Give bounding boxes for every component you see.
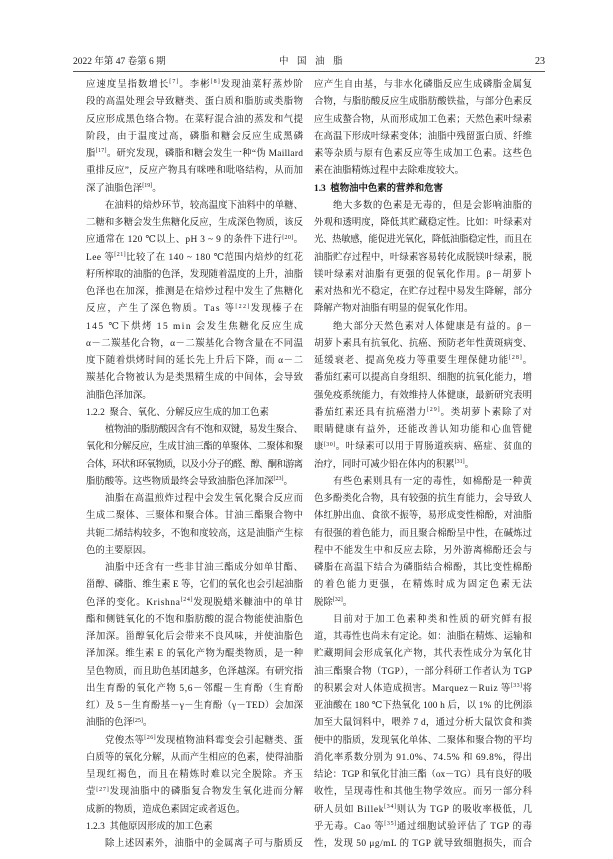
text-line: 素在油脂精炼过程中去除难度较大。 bbox=[314, 166, 465, 177]
text-line: 光、热敏感，能促进光氧化，降低油脂稳定性，而且在 bbox=[314, 235, 532, 246]
text-line: 强免疫系统能力，有效维持人体健康，最新研究表明 bbox=[314, 390, 533, 401]
text-line: 程中不能发生中和反应去除，另外游离棉酚还会与 bbox=[314, 545, 533, 556]
text-line: 有很强的着色能力，而且聚合棉酚呈中性，在碱炼过 bbox=[314, 528, 533, 539]
right-text-column bbox=[314, 77, 532, 853]
text-line: 二糖和多糖会发生焦糖化反应，生成深色物质，该反 bbox=[86, 218, 304, 228]
text-line: 脂肪酸等。这些物质最终会导致油脂色泽加深[23]。 bbox=[86, 476, 293, 487]
header-volume-issue: 2022 年第 47 卷第 6 期 bbox=[73, 57, 166, 67]
text-line: α－二羰基化合物，α－二羰基化合物含量在不同温 bbox=[86, 338, 304, 349]
text-line: 绝大多数的色素是无毒的，但是会影响油脂的 bbox=[333, 200, 533, 211]
text-line: 降解产物对油脂有明显的促氧化作用。 bbox=[314, 304, 474, 315]
text-line: 磷脂在高温下结合为磷脂结合棉酚，其比变性棉酚 bbox=[314, 563, 533, 573]
text-line: 莹[27]发现油脂中的磷脂复合物发生氧化进而分解 bbox=[86, 786, 304, 798]
text-line: 胡萝卜素具有抗氧化、抗癌、预防老年性黄斑病变、 bbox=[314, 338, 533, 349]
text-line: 绝大部分天然色素对人体健康是有益的。β－ bbox=[333, 321, 533, 332]
section-heading: 1.2.2 聚合、氧化、分解反应生成的加工色素 bbox=[86, 407, 269, 418]
text-line: 共轭二烯结构较多，不饱和度较高，这是油脂产生棕 bbox=[86, 528, 304, 539]
text-line: Lee 等[21]比较了在 140 ~ 180 ℃范围内焙炒的红花 bbox=[86, 251, 304, 263]
text-line: 便中的脂质，发现氧化单体、二聚体和聚合物的平均 bbox=[314, 735, 533, 746]
text-line: 党俊杰等[26]发现植物油料霉变会引起糖类、蛋 bbox=[105, 734, 304, 746]
text-line: 眼睛健康有益外，还能改善认知功能和心血管健 bbox=[314, 425, 534, 435]
text-line: 脂[17]。研究发现，磷脂和糖会发生一种“伪 Maillard bbox=[86, 148, 304, 159]
text-line: 应生成螯合物，从而形成加工色素；天然色素叶绿素 bbox=[314, 114, 533, 125]
text-line: 色的主要原因。 bbox=[86, 545, 152, 556]
text-line: 色泽的变化。Krishna[24]发现脱蜡米糠油中的单甘 bbox=[86, 596, 304, 608]
text-line: 泽加深。维生素 E 的氧化产物为醌类物质，是一种 bbox=[86, 649, 304, 660]
text-line: 油脂色泽加深。 bbox=[86, 390, 152, 401]
text-line: 深了油脂色泽[19]。 bbox=[86, 182, 162, 194]
section-heading: 1.3 植物油中色素的营养和危害 bbox=[314, 183, 443, 194]
header-journal-title: 中国油脂 bbox=[279, 57, 352, 67]
text-line: 研人员如 Billek[34]则认为 TGP 的吸收率极低，几 bbox=[314, 803, 533, 815]
text-line: 的着色能力更强，在精炼时成为固定色素无法 bbox=[314, 580, 534, 591]
text-line: 油脂中还含有一些非甘油三酯成分如单甘酯、 bbox=[105, 563, 304, 573]
text-line: 油脂贮存过程中，叶绿素容易转化成脱镁叶绿素，脱 bbox=[314, 252, 533, 263]
text-line: 外观和透明度，降低其贮藏稳定性。比如：叶绿素对 bbox=[314, 218, 533, 228]
text-line: 色多酚类化合物，具有较强的抗生育能力，会导致人 bbox=[314, 494, 533, 504]
text-line: 度下随着烘烤时间的延长先上升后下降，而 α－二 bbox=[86, 356, 304, 366]
text-line: 油脂在高温煎炸过程中会发生氧化聚合反应而 bbox=[105, 494, 304, 504]
text-line: 泽加深。甾醇氧化后会带来不良风味，并使油脂色 bbox=[86, 632, 304, 642]
text-line: 反应形成黑色络合物。在菜籽混合油的蒸发和气提 bbox=[86, 114, 304, 125]
text-line: 治疗，同时可减少铅在体内的积累[31]。 bbox=[314, 458, 475, 470]
text-line: 在高温下形成叶绿素变体；油脂中残留蛋白质、纤维 bbox=[314, 131, 533, 142]
text-line: 结论：TGP 和氧化甘油三酯（ox－TG）具有良好的吸 bbox=[314, 770, 532, 780]
text-line: 贮藏期间会形成氧化产物，其代表性成分为氧化甘 bbox=[314, 649, 533, 660]
text-line: 红）及 5－生育酚基－γ－生育酚（γ－TED）会加深 bbox=[86, 701, 304, 711]
text-line: 阶段，由于温度过高，磷脂和糖会反应生成黑磷 bbox=[86, 131, 304, 142]
text-line: 成新的物质，造成色素固定或者返色。 bbox=[86, 804, 246, 815]
text-line: 除上述因素外，油脂中的金属离子可与脂质反 bbox=[105, 839, 304, 849]
text-line: 延缓衰老、提高免疫力等重要生理保健功能[28]。 bbox=[314, 355, 533, 366]
text-line: 性，发现 50 μg/mL 的 TGP 就导致细胞损失，而合 bbox=[314, 839, 533, 849]
text-line: 油三酯聚合物（TGP），一部分科研工作者认为 TGP bbox=[314, 666, 533, 677]
text-line: 应通常在 120 ℃以上、pH 3 ~ 9 的条件下进行[20]。 bbox=[86, 234, 304, 246]
text-line: 乎无毒。Cao 等[35]通过细胞试验评估了 TGP 的毒 bbox=[314, 821, 533, 832]
text-line: 在油料的焙炒环节，较高温度下油料中的单糖、 bbox=[105, 200, 304, 211]
text-line: 的积累会对人体造成损害。Marquez－Ruiz 等[33]将 bbox=[314, 683, 533, 694]
section-heading: 1.2.3 其他原因形成的加工色素 bbox=[86, 821, 213, 832]
header-rule bbox=[73, 71, 545, 72]
text-line: 体红肿出血、食欲不振等，易形成变性棉酚，对油脂 bbox=[314, 511, 533, 522]
text-line: 植物油的脂肪酸因含有不饱和双键，易发生聚合、 bbox=[105, 425, 303, 435]
text-line: 镁叶绿素对油脂有更强的促氧化作用。β－胡萝卜 bbox=[314, 269, 533, 280]
text-line: 番茄红素可以提高自身组织、细胞的抗氧化能力，增 bbox=[314, 373, 533, 384]
text-line: 脱除[32]。 bbox=[314, 596, 353, 608]
text-line: 甾醇、磷脂、维生素 E 等，它们的氧化也会引起油脂 bbox=[86, 580, 304, 591]
text-line: 素对热和光不稳定，在贮存过程中易发生降解，部分 bbox=[314, 287, 533, 297]
text-line: 亚油酸在 180 ℃下热氧化 100 h 后，以 1% 的比例添 bbox=[314, 701, 533, 711]
text-line: 出生育酚的氧化产物 5,6－邻醌－生育酚（生育酚 bbox=[86, 683, 304, 694]
text-line: 应速度呈指数增长[7]。李彬[8]发现油菜籽蒸炒阶 bbox=[86, 79, 305, 90]
text-line: 色泽也在加深，推测是在焙炒过程中发生了焦糖化 bbox=[86, 287, 304, 297]
text-line: 康[30]。叶绿素可以用于胃肠道疾病、癌症、贫血的 bbox=[314, 441, 533, 453]
text-line: 番茄红素还具有抗癌潜力[29]。类胡萝卜素除了对 bbox=[314, 407, 533, 418]
text-line: 145 ℃下烘烤 15 min 会发生焦糖化反应生成 bbox=[86, 321, 305, 332]
text-line: 反应，产生了深色物质。Tas 等[22]发现榛子在 bbox=[86, 303, 305, 315]
text-line: 目前对于加工色素种类和性质的研究鲜有报 bbox=[333, 614, 534, 625]
text-line: 重排反应”，反应产物具有咪唑和吡咯结构，从而加 bbox=[86, 166, 304, 177]
text-line: 氧化和分解反应，生成甘油三酯的单聚体、二聚体和聚 bbox=[86, 442, 303, 453]
text-line: 道，其毒性也尚未有定论。如：油脂在精炼、运输和 bbox=[314, 632, 533, 642]
text-line: 呈色物质，而且助色基团越多，色泽越深。有研究指 bbox=[86, 666, 304, 677]
text-line: 羰基化合物被认为是类黑精生成的中间体，会导致 bbox=[86, 373, 304, 384]
text-line: 油脂的色泽[25]。 bbox=[86, 717, 153, 729]
text-line: 素等杂质与原有色素反应等生成加工色素。这些色 bbox=[314, 149, 533, 159]
text-line: 酯和侧链氧化的不饱和脂肪酸的混合物能使油脂色 bbox=[86, 614, 304, 625]
text-line: 生成二聚体、三聚体和聚合体。甘油三酯聚合物中 bbox=[86, 511, 304, 522]
text-line: 合体，环状和环氧物质，以及小分子的醛、醇、酮和游离 bbox=[86, 459, 303, 470]
text-line: 白质等的氧化分解，从而产生相应的色素，使得油脂 bbox=[86, 752, 304, 763]
text-line: 段的高温处理会导致糖类、蛋白质和脂肪或类脂物 bbox=[86, 97, 304, 108]
text-line: 合物，与脂肪酸反应生成脂肪酸铁盐，与部分色素反 bbox=[314, 97, 533, 108]
text-line: 加至大鼠饲料中，喂养 7 d，通过分析大鼠饮食和粪 bbox=[314, 718, 533, 729]
text-line: 应产生自由基，与非水化磷脂反应生成磷脂金属复 bbox=[314, 80, 533, 90]
text-line: 收性，呈现毒性和其他生物学效应。而另一部分科 bbox=[314, 787, 533, 798]
header-page-number: 23 bbox=[535, 56, 545, 67]
text-line: 消化率系数分别为 91.0%、74.5% 和 69.8%，得出 bbox=[314, 752, 533, 763]
left-text-column bbox=[86, 77, 303, 853]
text-line: 籽所榨取的油脂的色泽，发现随着温度的上升，油脂 bbox=[86, 269, 304, 280]
text-line: 呈现红褐色，而且在精炼时难以完全脱除。齐玉 bbox=[86, 770, 304, 780]
text-line: 有些色素则具有一定的毒性，如棉酚是一种黄 bbox=[333, 476, 533, 487]
